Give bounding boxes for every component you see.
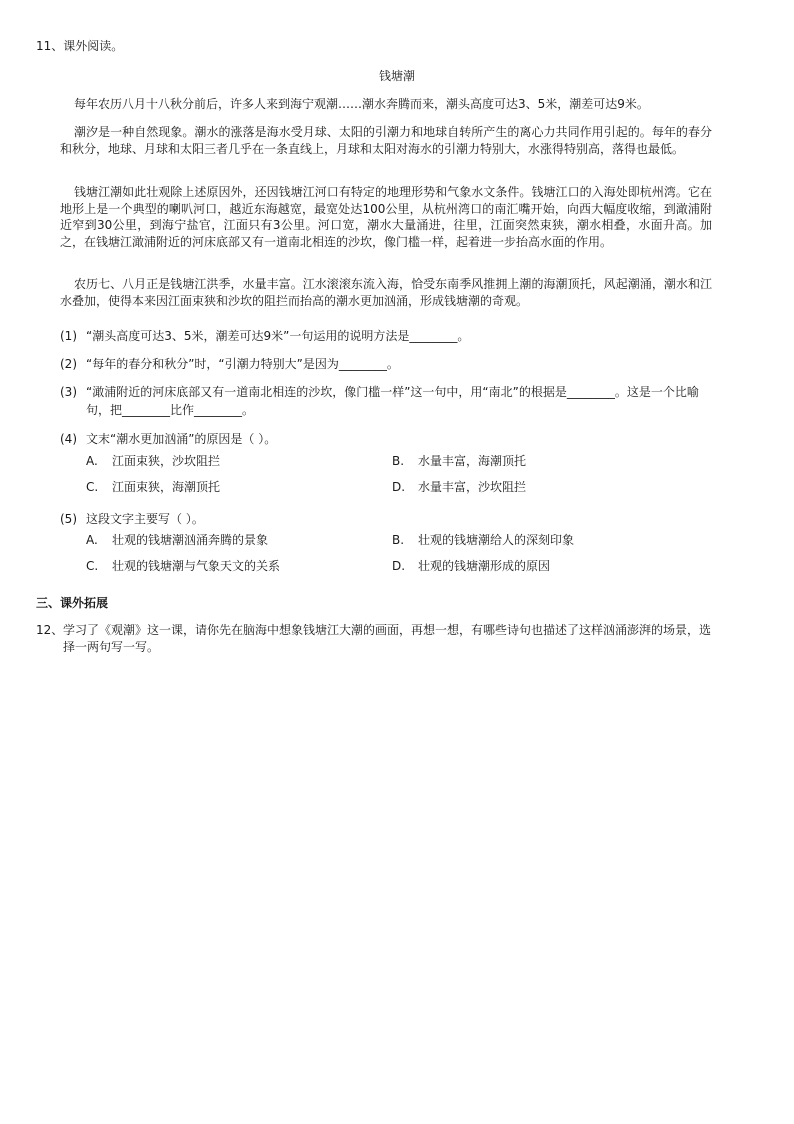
sub-question-4-label: (4) <box>60 432 77 446</box>
q4-option-b-letter: B. <box>392 454 405 468</box>
q4-option-d-text: 水量丰富，沙坎阻拦 <box>418 480 527 494</box>
passage-paragraph-3: 钱塘江潮如此壮观除上述原因外，还因钱塘江河口有特定的地理形势和气象水文条件。钱塘江口的入海处即杭州湾。它在地形上是一个典型的喇叭河口，越近东海越宽，最宽处达100公里，从杭州湾口的南汇嘴开始，向西大幅度收缩，到澉浦附近窄到30公里，到海宁盐官，江面只有3公里。河口宽，潮水大量涌进，往里，江面突然束狭，潮水相叠，水面升高。加之，在钱塘江澉浦附近的河床底部又有一道南北相连的沙坎，像门槛一样，起着进一步抬高水面的作用。 <box>60 185 712 249</box>
sub-question-4 <box>60 430 712 448</box>
sub-question-5-text: 这段文字主要写（ ）。 <box>86 512 204 526</box>
sub-question-4-text: 文末“潮水更加汹涌”的原因是（ ）。 <box>86 432 277 446</box>
q4-option-b-text: 水量丰富，海潮顶托 <box>418 454 527 468</box>
sub-question-5-label: (5) <box>60 512 77 526</box>
question-12-label: 12、 <box>36 623 64 637</box>
q4-option-a-text: 江面束狭，沙坎阻拦 <box>112 454 221 468</box>
q5-option-d-text: 壮观的钱塘潮形成的原因 <box>418 559 551 573</box>
q5-option-b[interactable] <box>392 532 574 548</box>
passage-paragraph-1: 每年农历八月十八秋分前后，许多人来到海宁观潮……潮水奔腾而来，潮头高度可达3、5米，潮差可达9米。 <box>74 97 649 111</box>
sub-question-1 <box>60 327 712 345</box>
q4-option-d[interactable] <box>392 479 526 495</box>
q5-option-c-text: 壮观的钱塘潮与气象天文的关系 <box>112 559 281 573</box>
q4-option-a[interactable] <box>86 453 220 469</box>
question-12-text: 学习了《观潮》这一课，请你先在脑海中想象钱塘江大潮的画面，再想一想，有哪些诗句也描述了这样汹涌澎湃的场景，选择一两句写一写。 <box>63 623 712 654</box>
passage-paragraph-2: 潮汐是一种自然现象。潮水的涨落是海水受月球、太阳的引潮力和地球自转所产生的离心力共同作用引起的。每年的春分和秋分，地球、月球和太阳三者几乎在一条直线上，月球和太阳对海水的引潮力特别大，水涨得特别高，落得也最低。 <box>60 125 712 156</box>
q5-option-c[interactable] <box>86 558 280 574</box>
sub-question-3 <box>60 383 712 419</box>
passage-title: 钱塘潮 <box>378 69 415 83</box>
q5-option-a-text: 壮观的钱塘潮汹涌奔腾的景象 <box>112 533 269 547</box>
q5-option-c-letter: C. <box>86 559 99 573</box>
q5-option-d[interactable] <box>392 558 550 574</box>
q4-option-a-letter: A. <box>86 454 98 468</box>
q4-option-d-letter: D. <box>392 480 406 494</box>
q5-option-a[interactable] <box>86 532 268 548</box>
question-12 <box>36 622 712 655</box>
q5-option-b-letter: B. <box>392 533 405 547</box>
sub-question-3-label: (3) <box>60 385 77 399</box>
sub-question-1-text: “潮头高度可达3、5米，潮差可达9米”一句运用的说明方法是________。 <box>86 329 470 343</box>
sub-question-1-label: (1) <box>60 329 77 343</box>
q4-option-c-text: 江面束狭，海潮顶托 <box>112 480 221 494</box>
q4-option-b[interactable] <box>392 453 526 469</box>
question-11-label: 11、课外阅读。 <box>36 39 124 53</box>
q5-option-a-letter: A. <box>86 533 98 547</box>
passage-paragraph-4: 农历七、八月正是钱塘江洪季，水量丰富。江水滚滚东流入海，恰受东南季风推拥上潮的海潮顶托，风起潮涌，潮水和江水叠加，使得本来因江面束狭和沙坎的阻拦而抬高的潮水更加汹涌，形成钱塘潮的奇观。 <box>60 277 712 308</box>
sub-question-2-label: (2) <box>60 357 77 371</box>
sub-question-5 <box>60 510 712 528</box>
section-3-title: 三、课外拓展 <box>36 596 109 610</box>
q4-option-c-letter: C. <box>86 480 99 494</box>
sub-question-2 <box>60 355 712 373</box>
sub-question-3-text: “澉浦附近的河床底部又有一道南北相连的沙坎，像门槛一样”这一句中，用“南北”的根据是________。这是一个比喻句，把________比作________。 <box>86 385 699 417</box>
sub-question-2-text: “每年的春分和秋分”时，“引潮力特别大”是因为________。 <box>86 357 399 371</box>
q5-option-b-text: 壮观的钱塘潮给人的深刻印象 <box>418 533 575 547</box>
q5-option-d-letter: D. <box>392 559 406 573</box>
q4-option-c[interactable] <box>86 479 220 495</box>
